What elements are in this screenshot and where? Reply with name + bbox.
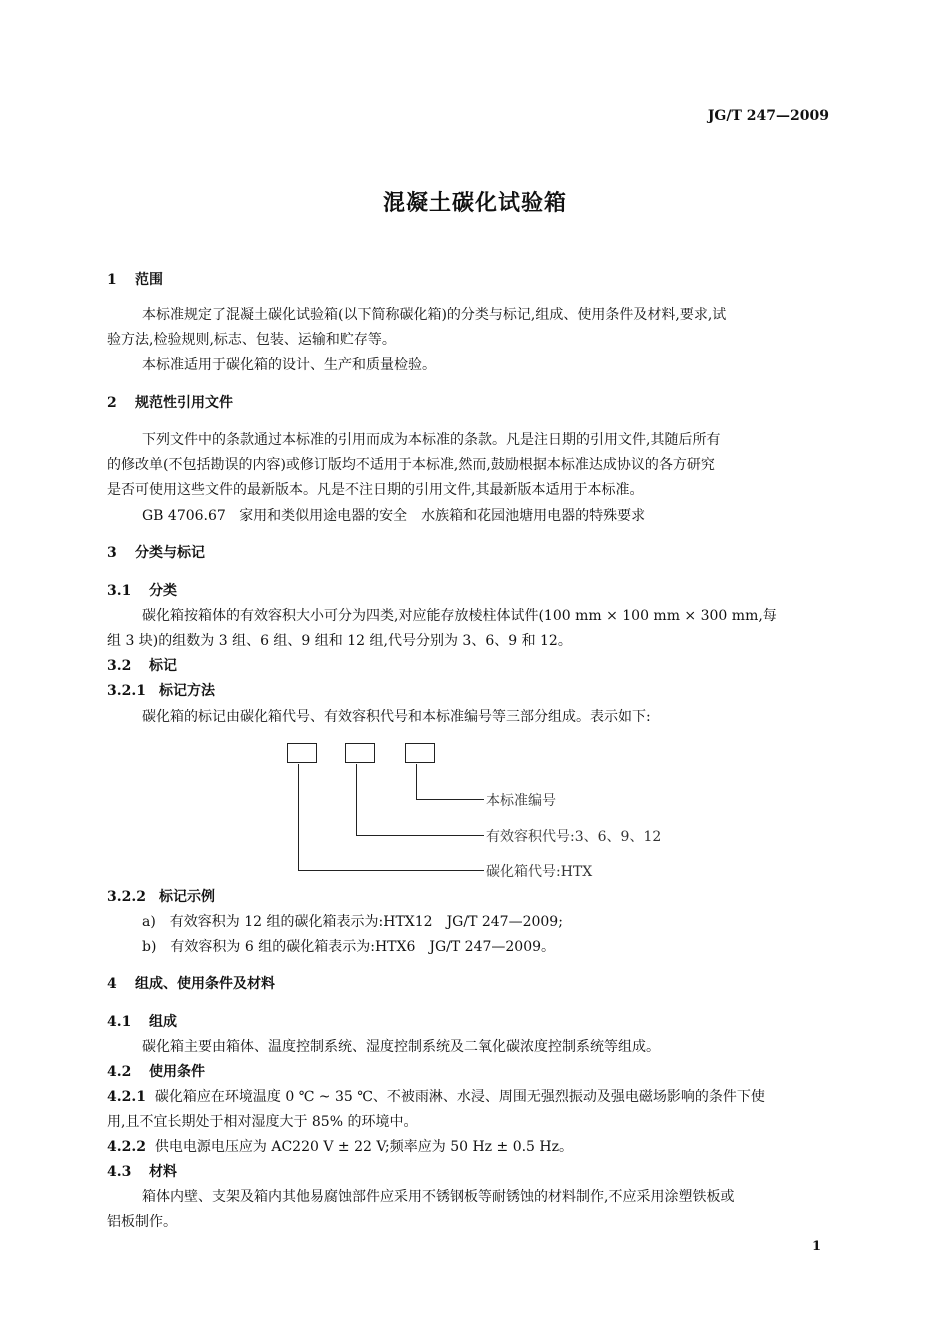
section-title: 分类 [149, 583, 177, 599]
section-number: 4.3 [107, 1164, 132, 1180]
clause-text: 供电电源电压应为 AC220 V ± 22 V;频率应为 50 Hz ± 0.5 Hz。 [154, 1139, 573, 1155]
section-title: 使用条件 [149, 1064, 205, 1080]
paragraph: 组 3 块)的组数为 3 组、6 组、9 组和 12 组,代号分别为 3、6、9 和 12。 [107, 633, 572, 649]
section-3-2-2-heading [107, 886, 215, 906]
paragraph: 碳化箱的标记由碳化箱代号、有效容积代号和本标准编号等三部分组成。表示如下: [142, 709, 651, 725]
document-title: 混凝土碳化试验箱 [382, 190, 567, 216]
section-title: 分类与标记 [135, 545, 205, 561]
standard-number-label: 本标准编号 [486, 793, 556, 809]
paragraph: 铝板制作。 [107, 1214, 177, 1230]
paragraph: 用,且不宜长期处于相对湿度大于 85% 的环境中。 [107, 1114, 418, 1130]
code-box [287, 743, 317, 763]
standard-number: JG/T 247—2009 [707, 108, 829, 124]
connector-line [356, 764, 357, 835]
reference-code: GB 4706.67 [142, 508, 226, 524]
connector-line [416, 764, 417, 799]
volume-code-label: 有效容积代号:3、6、9、12 [486, 829, 662, 845]
connector-line [298, 764, 299, 870]
section-title: 规范性引用文件 [135, 395, 233, 411]
section-3-1-heading [107, 580, 177, 600]
reference-title: 家用和类似用途电器的安全 水族箱和花园池塘用电器的特殊要求 [239, 508, 646, 524]
paragraph [107, 1136, 573, 1156]
section-title: 标记方法 [159, 683, 215, 699]
section-title: 组成、使用条件及材料 [135, 976, 275, 992]
section-number: 1 [107, 272, 117, 288]
connector-line [298, 870, 484, 871]
paragraph: 的修改单(不包括勘误的内容)或修订版均不适用于本标准,然而,鼓励根据本标准达成协议的各方研究 [107, 457, 715, 473]
list-item: a) 有效容积为 12 组的碳化箱表示为:HTX12 JG/T 247—2009; [142, 914, 563, 930]
section-title: 范围 [135, 272, 163, 288]
page-number: 1 [811, 1239, 821, 1254]
paragraph: 碳化箱主要由箱体、温度控制系统、湿度控制系统及二氧化碳浓度控制系统等组成。 [142, 1039, 660, 1055]
section-number: 3 [107, 545, 117, 561]
section-1-heading [107, 269, 163, 289]
section-number: 4.2 [107, 1064, 132, 1080]
volume-box [345, 743, 375, 763]
paragraph: 箱体内壁、支架及箱内其他易腐蚀部件应采用不锈钢板等耐锈蚀的材料制作,不应采用涂塑铁板或 [142, 1189, 735, 1205]
section-2-heading [107, 392, 233, 412]
box-code-label: 碳化箱代号:HTX [486, 864, 593, 880]
section-number: 3.2.2 [107, 889, 146, 905]
clause-number: 4.2.1 [107, 1089, 146, 1105]
paragraph: 本标准适用于碳化箱的设计、生产和质量检验。 [142, 357, 436, 373]
paragraph: 本标准规定了混凝土碳化试验箱(以下简称碳化箱)的分类与标记,组成、使用条件及材料,要求,试 [142, 307, 727, 323]
paragraph: 验方法,检验规则,标志、包装、运输和贮存等。 [107, 332, 396, 348]
section-3-2-1-heading [107, 680, 215, 700]
section-4-2-heading [107, 1061, 205, 1081]
section-number: 4 [107, 976, 117, 992]
section-3-heading [107, 542, 205, 562]
section-4-heading [107, 973, 275, 993]
section-title: 组成 [149, 1014, 177, 1030]
section-4-1-heading [107, 1011, 177, 1031]
list-item: b) 有效容积为 6 组的碳化箱表示为:HTX6 JG/T 247—2009。 [142, 939, 556, 955]
section-number: 4.1 [107, 1014, 132, 1030]
paragraph [107, 1086, 765, 1106]
standard-box [405, 743, 435, 763]
section-number: 3.2.1 [107, 683, 146, 699]
section-title: 材料 [149, 1164, 177, 1180]
section-3-2-heading [107, 655, 177, 675]
paragraph: 碳化箱按箱体的有效容积大小可分为四类,对应能存放棱柱体试件(100 mm × 100 mm × 300 mm,每 [142, 608, 777, 624]
section-number: 3.1 [107, 583, 132, 599]
paragraph: 是否可使用这些文件的最新版本。凡是不注日期的引用文件,其最新版本适用于本标准。 [107, 482, 644, 498]
section-number: 2 [107, 395, 117, 411]
clause-text: 碳化箱应在环境温度 0 ℃ ~ 35 ℃、不被雨淋、水浸、周围无强烈振动及强电磁场影响的条件下使 [154, 1089, 765, 1105]
paragraph: 下列文件中的条款通过本标准的引用而成为本标准的条款。凡是注日期的引用文件,其随后所有 [142, 432, 721, 448]
clause-number: 4.2.2 [107, 1139, 146, 1155]
connector-line [356, 835, 484, 836]
connector-line [416, 799, 484, 800]
reference-entry [142, 505, 645, 525]
section-number: 3.2 [107, 658, 132, 674]
section-title: 标记 [149, 658, 177, 674]
section-title: 标记示例 [159, 889, 215, 905]
section-4-3-heading [107, 1161, 177, 1181]
